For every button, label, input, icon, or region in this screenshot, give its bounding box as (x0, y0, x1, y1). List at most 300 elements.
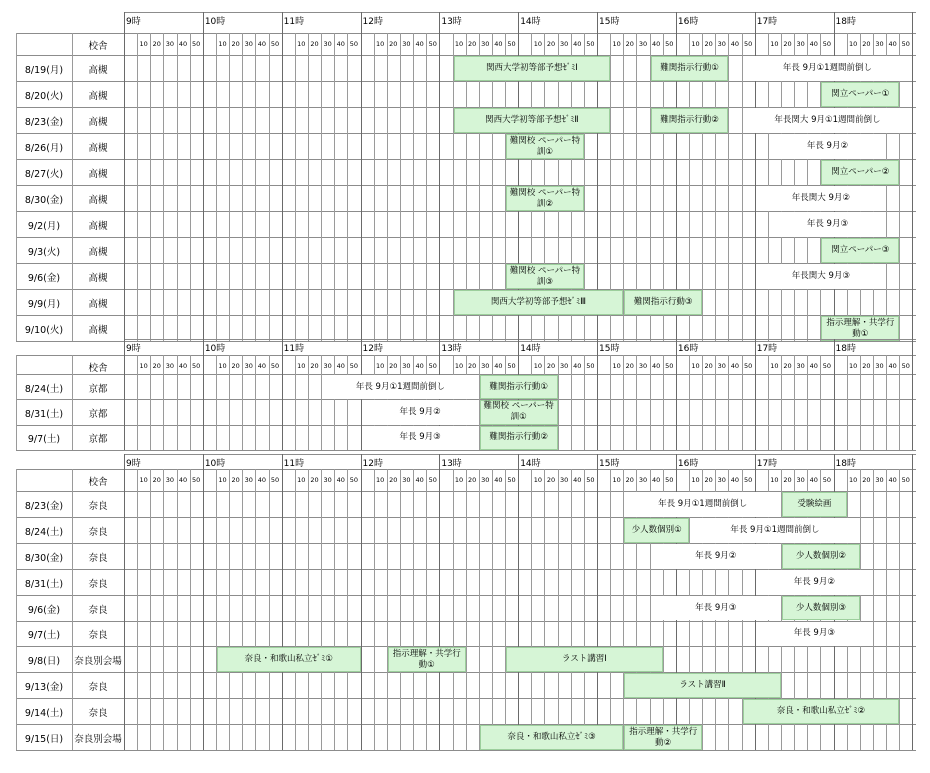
grid-line (150, 355, 151, 450)
class-block[interactable] (624, 518, 689, 543)
grid-line (439, 12, 440, 341)
minute-label: 20 (783, 40, 792, 48)
grid-line (912, 339, 913, 450)
minute-label: 30 (875, 40, 884, 48)
minute-label: 40 (809, 40, 818, 48)
hour-label: 14時 (520, 17, 541, 27)
grid-line (72, 33, 73, 341)
hour-label: 10時 (204, 344, 226, 354)
grid-line (334, 33, 335, 341)
row-campus: 奈良 (88, 578, 108, 590)
grid-line (308, 33, 309, 341)
minute-label: 20 (389, 40, 398, 48)
minute-label: 30 (402, 40, 411, 48)
minute-label: 20 (152, 362, 161, 370)
minute-label: 50 (743, 476, 753, 484)
class-label: 年長 9月①1週間前倒し (730, 524, 820, 535)
hour-label: 16時 (677, 17, 699, 27)
grid-line (163, 355, 164, 450)
class-note[interactable] (651, 544, 781, 569)
class-note[interactable] (756, 570, 873, 595)
minute-label: 40 (651, 40, 661, 48)
grid-line (150, 33, 151, 341)
hour-label: 16時 (677, 344, 699, 354)
grid-line (361, 454, 362, 750)
minute-label: 10 (218, 476, 227, 484)
grid-line (781, 355, 782, 450)
minute-label: 50 (428, 362, 437, 370)
class-block[interactable] (624, 673, 781, 698)
grid-line (203, 454, 204, 750)
hour-label: 15時 (599, 344, 620, 354)
class-note[interactable] (651, 596, 781, 621)
minute-label: 40 (336, 476, 345, 484)
class-label: 関立ペーパー① (831, 89, 890, 99)
grid-line (531, 469, 532, 750)
minute-label: 10 (533, 362, 542, 370)
grid-line (16, 450, 916, 451)
minute-label: 40 (888, 362, 897, 370)
grid-line (873, 355, 874, 450)
grid-line (479, 469, 480, 750)
class-block[interactable] (821, 238, 899, 263)
minute-label: 50 (507, 40, 516, 48)
class-label: 年長 9月② (806, 141, 849, 151)
row-date: 8/30(金) (24, 552, 64, 564)
minute-label: 30 (165, 476, 175, 484)
minute-label: 30 (717, 476, 726, 484)
grid-line (426, 33, 427, 341)
row-campus: 高槻 (88, 169, 108, 180)
grid-line (610, 355, 611, 450)
hour-label: 12時 (362, 459, 383, 469)
row-campus: 奈良 (88, 682, 108, 694)
minute-label: 50 (349, 40, 359, 48)
class-block[interactable] (454, 108, 611, 133)
class-block[interactable] (821, 160, 899, 185)
minute-label: 40 (415, 40, 424, 48)
grid-line (558, 355, 559, 450)
grid-line (400, 469, 401, 750)
minute-label: 40 (178, 40, 188, 48)
minute-label: 10 (376, 362, 385, 370)
grid-line (229, 355, 230, 450)
minute-label: 50 (270, 476, 280, 484)
row-campus: 奈良 (88, 630, 108, 642)
minute-label: 40 (730, 476, 740, 484)
row-date: 8/20(火) (24, 91, 64, 102)
hour-label: 10時 (204, 17, 226, 27)
class-block[interactable] (506, 264, 584, 289)
row-date: 9/14(土) (24, 708, 64, 720)
grid-line (269, 469, 270, 750)
grid-line (308, 469, 309, 750)
minute-label: 50 (507, 476, 516, 484)
row-date: 9/9(月) (27, 299, 61, 310)
class-label: 難関指示行動① (489, 381, 548, 392)
row-campus: 高槻 (88, 273, 108, 284)
class-note[interactable] (362, 426, 479, 450)
grid-line (16, 750, 916, 751)
class-block[interactable] (821, 316, 899, 341)
minute-label: 30 (323, 476, 332, 484)
hour-label: 10時 (204, 459, 226, 469)
class-label: 関西大学初等部予想ｾﾞﾐⅠ (485, 63, 578, 73)
class-note[interactable] (322, 375, 479, 399)
class-block[interactable] (782, 544, 860, 569)
row-campus: 京都 (88, 408, 108, 420)
class-note[interactable] (756, 622, 873, 647)
grid-line (571, 469, 572, 750)
minute-label: 50 (901, 476, 910, 484)
class-note[interactable] (756, 186, 886, 211)
minute-label: 40 (651, 476, 661, 484)
minute-label: 20 (231, 362, 240, 370)
row-date: 9/7(土) (27, 630, 61, 642)
class-block[interactable] (782, 492, 847, 517)
minute-label: 30 (323, 40, 332, 48)
class-label: 関立ペーパー② (831, 167, 890, 177)
class-block[interactable] (821, 82, 899, 107)
class-note[interactable] (362, 400, 479, 424)
grid-line (282, 12, 283, 341)
grid-line (321, 355, 322, 450)
minute-label: 30 (559, 362, 569, 370)
minute-label: 50 (192, 362, 201, 370)
grid-line (334, 469, 335, 750)
class-label: 年長 9月①1週間前倒し (782, 63, 873, 73)
grid-line (794, 355, 795, 450)
class-block[interactable] (388, 647, 466, 672)
minute-label: 10 (218, 40, 227, 48)
grid-line (650, 355, 651, 450)
grid-line (347, 33, 348, 341)
minute-label: 40 (651, 362, 661, 370)
grid-line (269, 33, 270, 341)
minute-label: 10 (849, 476, 858, 484)
campus-column-header: 校舎 (88, 363, 108, 374)
grid-line (295, 355, 296, 450)
minute-label: 20 (546, 476, 556, 484)
minute-label: 50 (349, 476, 359, 484)
minute-label: 50 (743, 362, 753, 370)
minute-label: 40 (494, 362, 503, 370)
class-block[interactable] (782, 596, 860, 621)
grid-line (216, 33, 217, 341)
minute-label: 20 (625, 40, 634, 48)
grid-line (374, 469, 375, 750)
minute-label: 10 (691, 362, 700, 370)
grid-line (216, 355, 217, 450)
class-note[interactable] (743, 108, 913, 133)
grid-line (124, 339, 916, 340)
minute-label: 50 (743, 40, 753, 48)
minute-label: 40 (573, 476, 582, 484)
row-date: 8/19(月) (24, 65, 64, 76)
minute-label: 30 (796, 362, 805, 370)
minute-label: 20 (862, 476, 871, 484)
minute-label: 40 (336, 40, 345, 48)
row-date: 8/24(土) (24, 526, 64, 538)
grid-line (860, 355, 861, 450)
hour-label: 11時 (283, 17, 305, 27)
minute-label: 10 (139, 476, 148, 484)
minute-label: 20 (310, 476, 319, 484)
grid-line (702, 355, 703, 450)
hour-label: 9時 (126, 459, 141, 469)
row-date: 9/6(金) (27, 604, 61, 616)
row-campus: 奈良 (88, 604, 108, 616)
grid-line (768, 355, 769, 450)
row-date: 8/24(土) (24, 383, 64, 395)
minute-label: 50 (901, 40, 910, 48)
row-date: 8/31(土) (24, 578, 64, 590)
minute-label: 20 (389, 362, 398, 370)
minute-label: 40 (257, 40, 267, 48)
grid-line (242, 33, 243, 341)
minute-label: 30 (717, 40, 726, 48)
minute-label: 10 (218, 362, 227, 370)
minute-label: 40 (809, 476, 818, 484)
grid-line (124, 454, 916, 455)
class-label: 難関指示行動① (660, 63, 719, 73)
minute-label: 20 (862, 40, 871, 48)
hour-label: 11時 (283, 459, 305, 469)
minute-label: 10 (454, 362, 464, 370)
minute-label: 50 (586, 40, 595, 48)
grid-line (177, 469, 178, 750)
class-label: 年長 9月③ (399, 432, 441, 443)
grid-line (413, 469, 414, 750)
hour-label: 9時 (126, 344, 141, 354)
grid-line (636, 355, 637, 450)
minute-label: 10 (376, 40, 385, 48)
minute-label: 50 (901, 362, 910, 370)
class-note[interactable] (624, 492, 781, 517)
minute-label: 30 (165, 40, 175, 48)
class-label: 年長 9月② (695, 550, 737, 561)
grid-line (492, 469, 493, 750)
grid-line (584, 469, 585, 750)
row-campus: 京都 (88, 383, 108, 395)
hour-label: 12時 (362, 17, 383, 27)
grid-line (439, 454, 440, 750)
grid-line (820, 355, 821, 450)
minute-label: 20 (783, 362, 792, 370)
grid-line (571, 355, 572, 450)
grid-line (584, 355, 585, 450)
minute-label: 10 (770, 476, 779, 484)
row-date: 8/23(金) (24, 500, 64, 512)
minute-label: 50 (192, 40, 201, 48)
minute-label: 20 (704, 40, 713, 48)
class-label: 年長 9月③ (806, 219, 849, 229)
minute-label: 40 (336, 362, 345, 370)
minute-label: 30 (796, 476, 805, 484)
minute-label: 20 (467, 362, 477, 370)
minute-label: 40 (573, 40, 582, 48)
hour-label: 14時 (520, 459, 541, 469)
grid-line (807, 355, 808, 450)
minute-label: 50 (665, 362, 674, 370)
grid-line (413, 33, 414, 341)
hour-label: 17時 (756, 459, 778, 469)
row-campus: 奈良 (88, 708, 108, 720)
class-block[interactable] (743, 699, 900, 724)
grid-line (190, 33, 191, 341)
minute-label: 10 (770, 40, 779, 48)
hour-label: 14時 (520, 344, 541, 354)
class-label: 関西大学初等部予想ｾﾞﾐⅡ (485, 115, 579, 125)
hour-label: 17時 (756, 17, 778, 27)
class-block[interactable] (454, 290, 624, 315)
minute-label: 10 (770, 362, 779, 370)
hour-label: 13時 (441, 344, 462, 354)
row-campus: 高槻 (88, 91, 108, 102)
minute-label: 30 (244, 476, 253, 484)
class-label: 年長 9月①1週間前倒し (355, 381, 445, 392)
class-label: 少人数個別① (631, 524, 682, 535)
row-date: 9/13(金) (24, 682, 64, 694)
class-block[interactable] (651, 108, 729, 133)
class-block[interactable] (506, 186, 584, 211)
grid-line (623, 355, 624, 450)
class-note[interactable] (690, 518, 860, 543)
minute-label: 30 (323, 362, 332, 370)
class-block[interactable] (506, 134, 584, 159)
class-label: 難関校 ペーパー特訓① (509, 135, 581, 157)
row-date: 9/2(月) (27, 221, 61, 232)
class-note[interactable] (769, 134, 886, 159)
grid-line (255, 355, 256, 450)
minute-label: 30 (638, 40, 648, 48)
class-block[interactable] (480, 725, 624, 750)
grid-line (16, 33, 17, 341)
class-label: ラスト講習Ⅱ (679, 680, 726, 691)
class-label: 年長関大 9月② (791, 193, 851, 203)
grid-line (124, 12, 125, 341)
grid-line (282, 454, 283, 750)
grid-line (347, 469, 348, 750)
minute-label: 40 (178, 476, 188, 484)
minute-label: 50 (665, 476, 674, 484)
row-campus: 奈良 (88, 500, 108, 512)
grid-line (229, 33, 230, 341)
grid-line (899, 355, 900, 450)
minute-label: 30 (559, 476, 569, 484)
row-campus: 奈良 (88, 526, 108, 538)
hour-label: 16時 (677, 459, 699, 469)
minute-label: 40 (415, 362, 424, 370)
grid-line (203, 12, 204, 341)
class-label: 奈良・和歌山私立ｾﾞﾐ① (244, 654, 333, 665)
grid-line (361, 12, 362, 341)
minute-label: 40 (415, 476, 424, 484)
grid-line (742, 355, 743, 450)
row-date: 8/23(金) (24, 117, 64, 128)
minute-label: 20 (704, 476, 713, 484)
minute-label: 50 (822, 362, 832, 370)
class-label: 少人数個別③ (795, 602, 846, 613)
class-label: 難関校 ペーパー特訓② (509, 187, 581, 209)
row-date: 8/31(土) (24, 408, 64, 420)
minute-label: 40 (178, 362, 188, 370)
grid-line (400, 33, 401, 341)
minute-label: 20 (231, 476, 240, 484)
minute-label: 40 (573, 362, 582, 370)
class-block[interactable] (217, 647, 361, 672)
class-block[interactable] (506, 647, 663, 672)
class-label: 指示理解・共学行動① (826, 317, 895, 339)
grid-line (124, 454, 125, 750)
class-note[interactable] (756, 264, 886, 289)
hour-label: 9時 (126, 17, 141, 27)
grid-line (190, 355, 191, 450)
minute-label: 10 (612, 476, 621, 484)
class-label: 難関指示行動② (489, 432, 548, 443)
row-campus: 高槻 (88, 117, 108, 128)
row-date: 9/10(火) (24, 325, 64, 336)
grid-line (834, 339, 835, 450)
minute-label: 30 (481, 40, 490, 48)
minute-label: 20 (152, 476, 161, 484)
hour-label: 12時 (362, 344, 383, 354)
grid-line (190, 469, 191, 750)
class-label: 年長関大 9月①1週間前倒し (774, 115, 881, 125)
class-block[interactable] (454, 56, 611, 81)
grid-line (124, 12, 916, 13)
grid-line (558, 469, 559, 750)
minute-label: 40 (494, 476, 503, 484)
grid-line (728, 355, 729, 450)
minute-label: 30 (638, 362, 648, 370)
class-block[interactable] (624, 290, 702, 315)
class-block[interactable] (480, 400, 558, 424)
minute-label: 30 (717, 362, 726, 370)
class-block[interactable] (651, 56, 729, 81)
minute-label: 40 (494, 40, 503, 48)
class-block[interactable] (480, 426, 558, 450)
minute-label: 30 (796, 40, 805, 48)
grid-line (597, 339, 598, 450)
grid-line (269, 355, 270, 450)
class-block[interactable] (480, 375, 558, 399)
minute-label: 40 (730, 362, 740, 370)
class-label: 難関指示行動③ (633, 297, 693, 307)
minute-label: 20 (546, 40, 556, 48)
minute-label: 50 (270, 362, 280, 370)
minute-label: 10 (849, 362, 858, 370)
row-campus: 高槻 (88, 195, 108, 206)
minute-label: 50 (586, 476, 595, 484)
grid-line (242, 469, 243, 750)
class-note[interactable] (743, 56, 913, 81)
minute-label: 20 (389, 476, 398, 484)
grid-line (16, 341, 916, 342)
minute-label: 20 (704, 362, 713, 370)
minute-label: 20 (310, 362, 319, 370)
hour-label: 18時 (835, 344, 856, 354)
minute-label: 10 (533, 40, 542, 48)
class-block[interactable] (624, 725, 702, 750)
minute-label: 10 (139, 40, 148, 48)
row-date: 9/6(金) (27, 273, 61, 284)
grid-line (255, 469, 256, 750)
minute-label: 30 (244, 362, 253, 370)
class-note[interactable] (769, 212, 886, 237)
row-campus: 京都 (88, 434, 108, 446)
row-campus: 奈良別会場 (74, 734, 122, 746)
